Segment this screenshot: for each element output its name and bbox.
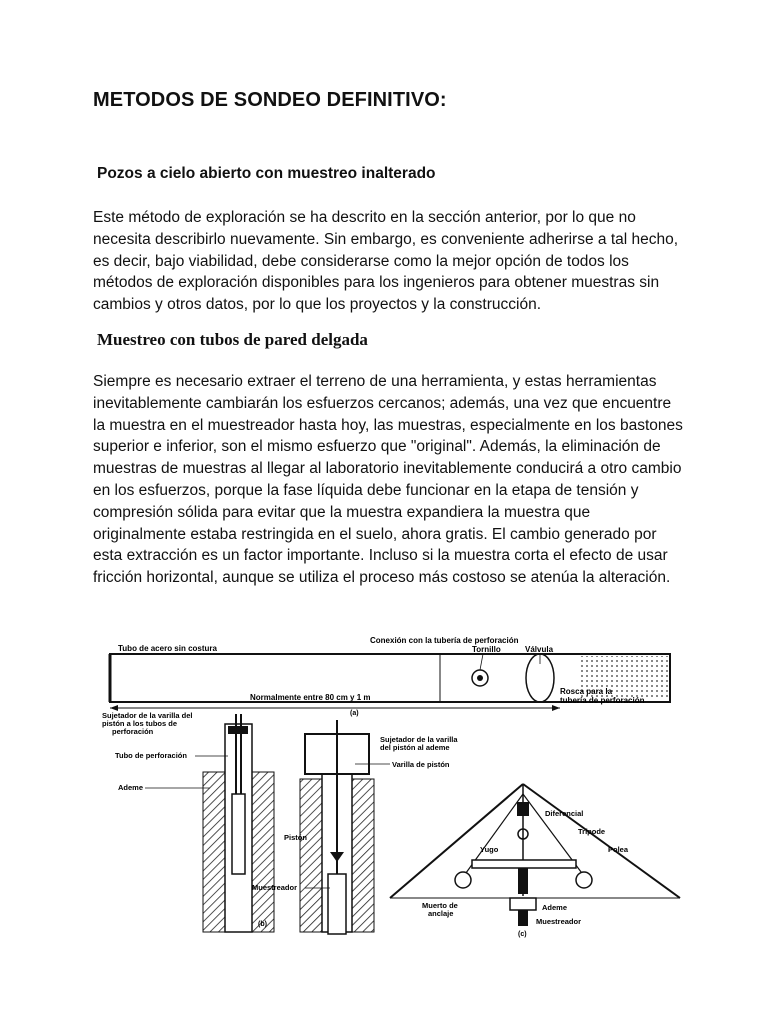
pulley-label: Polea	[608, 845, 629, 854]
page-title: METODOS DE SONDEO DEFINITIVO:	[93, 89, 447, 111]
section-heading-open-pits: Pozos a cielo abierto con muestreo inalterado	[97, 165, 436, 182]
thread-label-2: tubería de perforación	[560, 696, 645, 705]
figure-c-tripod	[390, 784, 680, 938]
valve-label: Válvula	[525, 645, 554, 654]
paragraph-open-pits: Este método de exploración se ha descrito en la sección anterior, por lo que no necesita describirlo nuevamente. Sin embargo, es conveniente adherirse a tal hecho, es decir, bajo viabilidad, debe considerarse como la mejor opción de todos los métodos de exploración disponibles para los ingenieros para obtener muestras sin cambios y otros datos, por lo que los proyectos y la construcción.	[93, 209, 679, 314]
anchor-label-2: anclaje	[428, 909, 454, 918]
connection-label: Conexión con la tubería de perforación	[370, 636, 519, 645]
thread-label-1: Rosca para la	[560, 687, 613, 696]
sampler-label-c: Muestreador	[536, 917, 582, 926]
figure-a-tube	[110, 636, 670, 717]
figure-b-piston-sampler	[102, 711, 458, 934]
casing-label-b: Ademe	[118, 783, 144, 792]
length-label: Normalmente entre 80 cm y 1 m	[250, 693, 371, 702]
clamp2-label-2: del pistón al ademe	[380, 743, 450, 752]
differential-label: Diferencial	[545, 809, 584, 818]
clamp2-label-1: Sujetador de la varilla	[380, 735, 458, 744]
rod-label: Varilla de pistón	[392, 760, 450, 769]
sampler-label-b: Muestreador	[252, 883, 298, 892]
caption-a: (a)	[350, 710, 359, 717]
yoke-label: Yugo	[480, 845, 499, 854]
caption-b: (b)	[258, 921, 267, 928]
clamp-label-2: pistón a los tubos de	[102, 719, 178, 728]
caption-c: (c)	[518, 931, 527, 938]
paragraph-thin-wall-tubes: Siempre es necesario extraer el terreno de una herramienta, y estas herramientas inevitablemente cambiarán los esfuerzos cercanos; además, una vez que encuentre la muestra en el muestreador hasta hoy, las muestras, especialmente en los bastones superior e inferior, son el mismo esfuerzo que "original". Además, la eliminación de muestras de muestras al llegar al laboratorio inevitablemente conducirá a otro cambio en los esfuerzos, porque la fase líquida debe funcionar en la etapa de tensión y compresión sólida para evitar que la muestra expandiera la muestra que originalmente estaba restringida en el suelo, ahora gratis. El cambio generado por esta extracción es un factor importante. Incluso si la muestra corta el efecto de usar fricción horizontal, aunque se utiliza el proceso más costoso se atenúa la alteración.	[93, 373, 683, 587]
tube-label: Tubo de acero sin costura	[118, 644, 217, 653]
sampler-diagram	[100, 634, 685, 940]
clamp-label-3: perforación	[112, 727, 154, 736]
drill-tube-label: Tubo de perforación	[115, 751, 187, 760]
anchor-label-1: Muerto de	[422, 901, 458, 910]
tripod-label: Trípode	[578, 827, 606, 836]
section-heading-thin-wall-tubes: Muestreo con tubos de pared delgada	[97, 330, 368, 349]
screw-label: Tornillo	[472, 645, 501, 654]
casing-label-c: Ademe	[542, 903, 568, 912]
piston-label: Pistón	[284, 833, 307, 842]
clamp-label-1: Sujetador de la varilla del	[102, 711, 193, 720]
sampler-figure	[100, 634, 685, 940]
